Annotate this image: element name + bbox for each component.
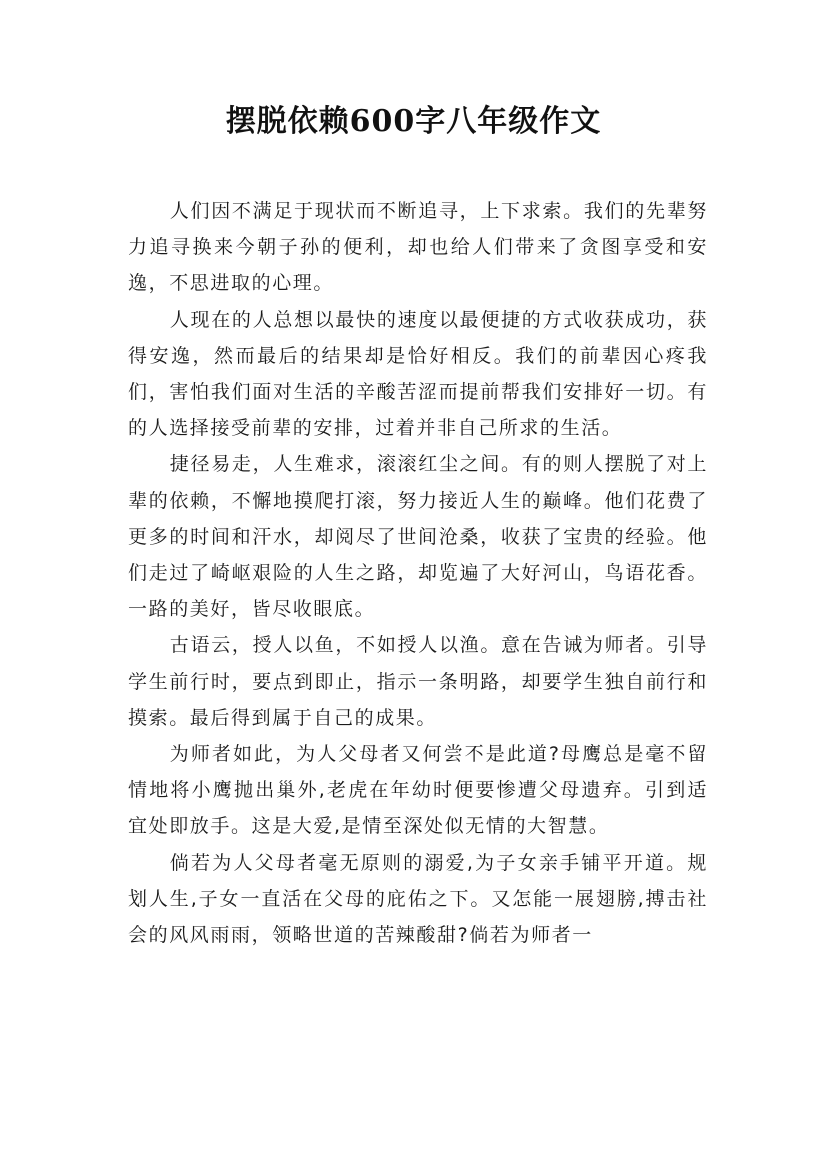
paragraph: 人们因不满足于现状而不断追寻，上下求索。我们的先辈努力追寻换来今朝子孙的便利，却也给人们带来了贪图享受和安逸，不思进取的心理。 xyxy=(128,200,708,295)
paragraph: 捷径易走，人生难求，滚滚红尘之间。有的则人摆脱了对上辈的依赖，不懈地摸爬打滚，努力接近人生的巅峰。他们花费了更多的时间和汗水，却阅尽了世间沧桑，收获了宝贵的经验。他们走过了崎岖艰险的人生之路，却览遍了大好河山，鸟语花香。一路的美好，皆尽收眼底。 xyxy=(128,453,708,621)
document-body xyxy=(128,193,708,953)
paragraph: 古语云，授人以鱼，不如授人以渔。意在告诫为师者。引导学生前行时，要点到即止，指示一条明路，却要学生独自前行和摸索。最后得到属于自己的成果。 xyxy=(128,634,708,729)
document-title: 摆脱依赖600字八年级作文 xyxy=(225,104,602,139)
paragraph: 倘若为人父母者毫无原则的溺爱,为子女亲手铺平开道。规划人生,子女一直活在父母的庇佑之下。又怎能一展翅膀,搏击社会的风风雨雨，领略世道的苦辣酸甜?倘若为师者一 xyxy=(128,851,708,947)
paragraph: 为师者如此，为人父母者又何尝不是此道?母鹰总是毫不留情地将小鹰抛出巢外,老虎在年幼时便要惨遭父母遗弃。引到适宜处即放手。这是大爱,是情至深处似无情的大智慧。 xyxy=(128,743,708,838)
paragraph: 人现在的人总想以最快的速度以最便捷的方式收获成功，获得安逸，然而最后的结果却是恰好相反。我们的前辈因心疼我们，害怕我们面对生活的辛酸苦涩而提前帮我们安排好一切。有的人选择接受前辈的安排，过着并非自己所求的生活。 xyxy=(128,308,708,440)
